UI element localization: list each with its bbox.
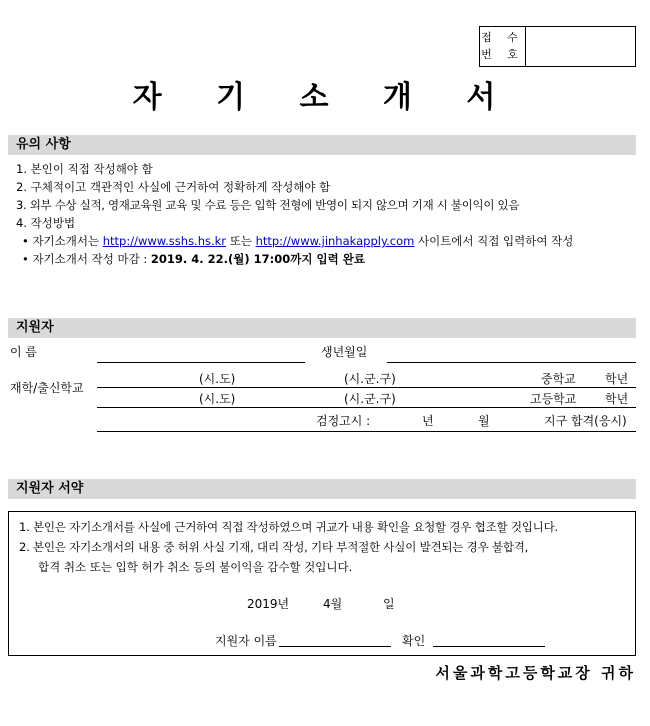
applicant-header: 지원자 [8, 318, 636, 338]
birth-field[interactable] [387, 362, 636, 363]
sign-confirm-label: 확인 [402, 634, 426, 648]
notice-sub-text: 사이트에서 직접 입력하여 작성 [414, 234, 574, 248]
middle-si-gun-gu-label: (시.군.구) [344, 372, 396, 386]
sign-confirm-field[interactable] [433, 646, 545, 647]
notice-sub-text: 또는 [226, 234, 256, 248]
notice-item: 3. 외부 수상 실적, 영재교육원 교육 및 수료 등은 입학 전형에 반영이 되지 않으며 기재 시 불이익이 있음 [16, 198, 520, 212]
ged-year-label: 년 [422, 414, 434, 428]
deadline-text: 2019. 4. 22.(월) 17:00까지 입력 완료 [150, 252, 365, 266]
notice-subitem-deadline [16, 250, 636, 268]
receipt-label-line2: 번 호 [481, 48, 524, 61]
notice-list [16, 160, 636, 268]
notice-sub-text: • 자기소개서는 [22, 234, 103, 248]
addressee: 서울과학고등학교장 귀하 [435, 664, 636, 682]
birth-label: 생년월일 [321, 345, 368, 359]
date-day: 일 [383, 597, 395, 611]
receipt-number-field[interactable] [527, 30, 631, 63]
middle-si-do-label: (시.도) [199, 372, 236, 386]
ged-region-label: 지구 합격(응시) [544, 414, 627, 428]
receipt-label-line1: 접 수 [481, 31, 524, 44]
notice-item: 1. 본인이 직접 작성해야 함 [16, 162, 153, 176]
pledge-item-2-cont: 합격 취소 또는 입학 허가 취소 등의 불이익을 감수할 것입니다. [38, 560, 353, 574]
receipt-label [480, 27, 526, 66]
middle-grade-label: 학년 [605, 372, 629, 386]
ged-field[interactable] [97, 431, 636, 432]
pledge-item-2: 2. 본인은 자기소개서의 내용 중 허위 사실 기재, 대리 작성, 기타 부적절한 사실이 발견되는 경우 불합격, [19, 540, 529, 554]
notice-header: 유의 사항 [8, 135, 636, 155]
notice-item: 4. 작성방법 [16, 216, 76, 230]
date-year: 2019년 [247, 597, 290, 611]
middle-school-label: 중학교 [541, 372, 576, 386]
link-sshs[interactable]: http://www.sshs.hs.kr [102, 234, 227, 248]
sign-name-label: 지원자 이름 [215, 634, 277, 648]
name-field[interactable] [97, 362, 305, 363]
receipt-number-box [479, 26, 636, 67]
notice-item: 2. 구체적이고 객관적인 사실에 근거하여 정확하게 작성해야 함 [16, 180, 331, 194]
pledge-box [8, 511, 636, 656]
notice-sub-text: • 자기소개서 작성 마감 : [22, 252, 151, 266]
high-school-field[interactable] [97, 407, 636, 408]
pledge-header: 지원자 서약 [8, 479, 636, 499]
pledge-item-1: 1. 본인은 자기소개서를 사실에 근거하여 직접 작성하였으며 귀교가 내용 확인을 요청할 경우 협조할 것입니다. [19, 520, 558, 534]
high-grade-label: 학년 [605, 392, 629, 406]
link-jinhakapply[interactable]: http://www.jinhakapply.com [255, 234, 415, 248]
middle-school-field[interactable] [97, 387, 636, 388]
notice-subitem-website [16, 232, 636, 250]
date-month: 4월 [323, 597, 343, 611]
ged-label: 검정고시 : [316, 414, 371, 428]
school-label: 재학/출신학교 [10, 381, 84, 395]
high-si-do-label: (시.도) [199, 392, 236, 406]
ged-month-label: 월 [478, 414, 490, 428]
page-title: 자 기 소 개 서 [132, 80, 518, 115]
high-si-gun-gu-label: (시.군.구) [344, 392, 396, 406]
name-label: 이 름 [10, 345, 37, 359]
high-school-label: 고등학교 [530, 392, 577, 406]
sign-name-field[interactable] [279, 646, 391, 647]
